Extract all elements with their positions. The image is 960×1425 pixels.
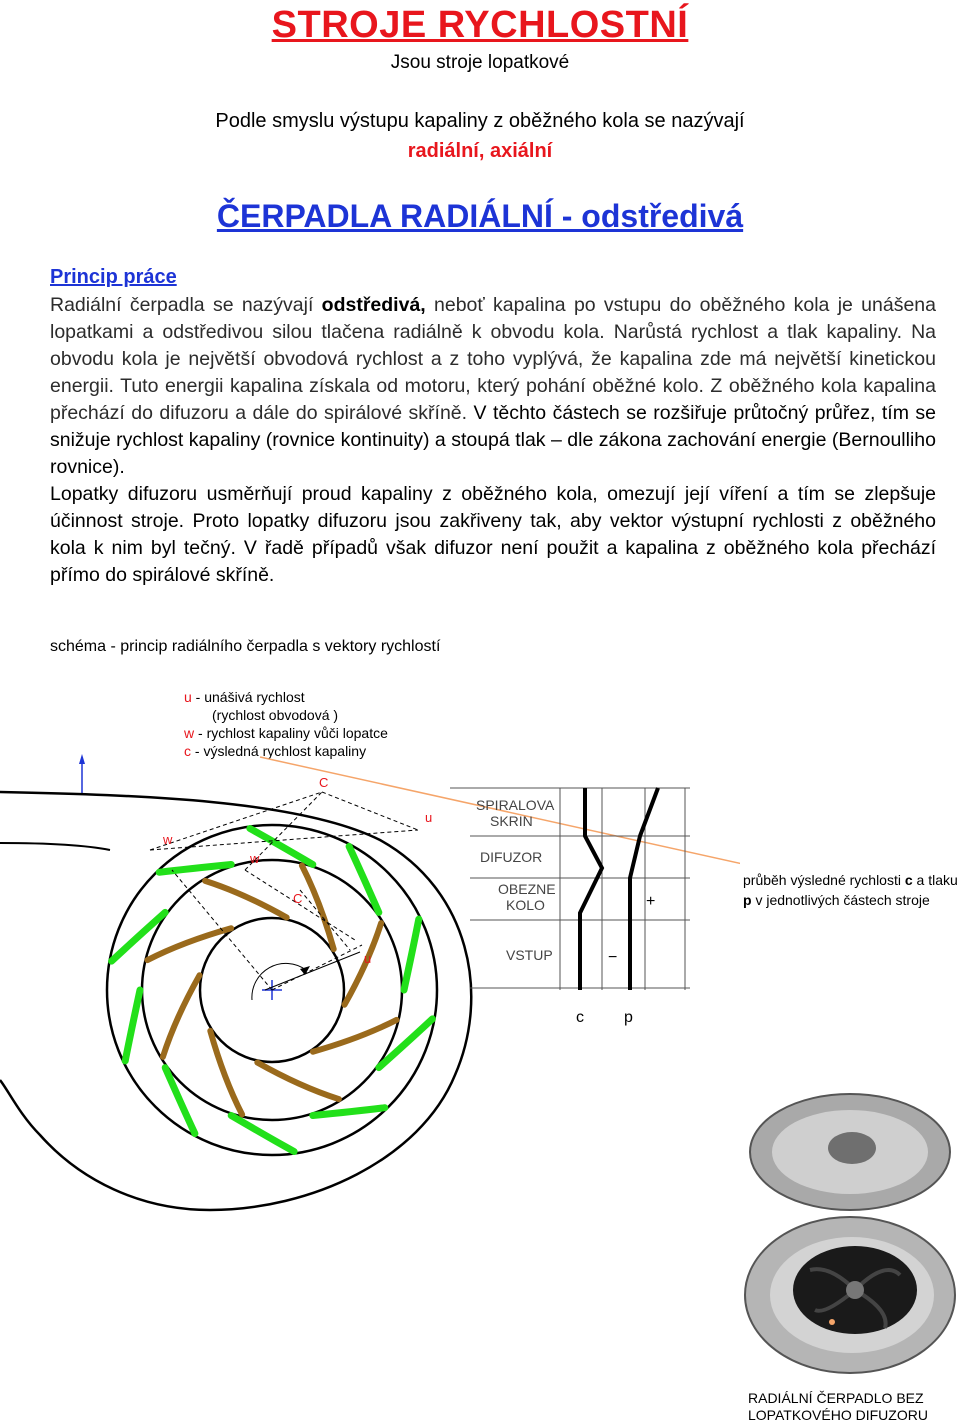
label-u-mid: u: [364, 951, 372, 966]
paragraph-1-bold: odstředivá,: [321, 294, 426, 316]
schema-caption: schéma - princip radiálního čerpadla s vektory rychlostí: [50, 638, 441, 655]
pointer-dot: [829, 1319, 835, 1325]
progress-caption: [743, 870, 958, 910]
photo-caption-line-2: LOPATKOVÉHO DIFUZORU: [748, 1407, 928, 1423]
diffuser-blade: [165, 1068, 195, 1134]
progress-caption-text-b: a tlaku: [912, 872, 958, 888]
page-title: STROJE RYCHLOSTNÍ: [271, 4, 689, 46]
impeller-blade: [313, 1020, 397, 1052]
photo-caption: [748, 1390, 928, 1424]
diffuser-blade: [125, 990, 140, 1061]
legend-u-text2: (rychlost obvodová ): [212, 707, 339, 723]
impeller-blade: [345, 923, 382, 1005]
machine-types: radiální, axiální: [407, 140, 553, 162]
label-c-top: C: [319, 775, 329, 790]
impeller-blade: [205, 881, 287, 918]
rotation-arrow: [252, 963, 306, 1000]
paragraph-1-start: Radiální čerpadla se nazývají: [50, 294, 322, 316]
label-spiral-2: SKRIN: [490, 813, 533, 829]
progress-caption-text-a: průběh výsledné rychlosti: [743, 872, 905, 888]
label-vstup: VSTUP: [506, 947, 553, 963]
diagram-grid: [450, 788, 690, 990]
diffuser-blade: [404, 919, 419, 990]
impeller-blade: [210, 1031, 242, 1115]
impeller-hub: [846, 1281, 864, 1299]
progress-caption-p: p: [743, 892, 752, 908]
pump-cover-hole: [828, 1132, 876, 1164]
radius-line: [265, 952, 360, 990]
diffuser-blade: [349, 846, 379, 912]
label-c-mid: C: [293, 891, 303, 906]
label-difuzor: DIFUZOR: [480, 849, 543, 865]
paragraph-1-middle: neboť kapalina po vstupu do oběžného kola je unášena lopatkami a odstředivou silou tlačena radiálně k obvodu kola. Narůstá rychlost a tlak kapaliny. Na obvodu kola je největší obvodová rychlost a z toho vyplývá, že kapalina zde má největší kinetickou energii. Tuto energii kapalina získala od motoru, který pohání oběžné kolo. Z oběžného kola kapalina přechází do difuzoru a dále do spirálové skříně.: [50, 294, 936, 424]
legend-c-symbol: c: [184, 743, 191, 759]
impeller-blade: [257, 1063, 339, 1100]
label-w-mid: w: [250, 851, 260, 866]
impeller-blade: [148, 928, 232, 960]
axis-arrowhead: [79, 754, 85, 764]
casing-inlet-edge: [0, 843, 110, 850]
paragraph-2: Lopatky difuzoru usměrňují proud kapaliny z oběžného kola, omezují její víření a tím se zlepšuje účinnost stroje. Proto lopatky difuzoru jsou zakřiveny tak, aby vektor výstupní rychlosti z oběžného kola k nim byl tečný. V řadě případů však difuzor není použit a kapalina z oběžného kola přechází přímo do spirálové skříně.: [50, 483, 936, 586]
photo-caption-line-1: RADIÁLNÍ ČERPADLO BEZ: [748, 1390, 924, 1406]
impeller-blade: [163, 975, 200, 1057]
velocity-vectors: [150, 792, 418, 990]
legend-w-text: - rychlost kapaliny vůči lopatce: [194, 725, 388, 741]
principle-heading: Princip práce: [50, 266, 177, 288]
label-plus: +: [646, 893, 656, 910]
intro-text: Podle smyslu výstupu kapaliny z oběžného kola se nazývají: [215, 110, 745, 132]
progress-caption-text-d: v jednotlivých částech stroje: [751, 892, 930, 908]
label-spiral-1: SPIRALOVA: [476, 797, 555, 813]
page-subtitle: Jsou stroje lopatkové: [390, 52, 570, 73]
label-c-axis: c: [576, 1009, 584, 1026]
label-kolo-1: OBEZNE: [498, 881, 556, 897]
paragraph-1-end: V těchto částech se rozšiřuje průtočný průřez, tím se snižuje rychlost kapaliny (rovnice kontinuity) a stoupá tlak – dle zákona zachování energie (Bernoulliho rovnice).: [50, 402, 936, 478]
label-minus: −: [608, 949, 618, 966]
pressure-curve: [630, 788, 658, 990]
label-w-left: w: [163, 832, 173, 847]
label-p-axis: p: [624, 1009, 633, 1026]
label-kolo-2: KOLO: [506, 897, 545, 913]
legend-u-text: - unášivá rychlost: [191, 689, 305, 705]
velocity-pressure-diagram: [440, 778, 700, 1038]
pump-photo: [720, 1090, 960, 1390]
label-u-top: u: [425, 810, 433, 825]
legend-c-text: - výsledná rychlost kapaliny: [191, 743, 367, 759]
legend-w-symbol: w: [184, 725, 195, 741]
velocity-curve: [580, 788, 602, 990]
section-title: ČERPADLA RADIÁLNÍ - odstředivá: [216, 198, 744, 234]
body-text: [50, 292, 936, 589]
legend-u-symbol: u: [184, 689, 192, 705]
impeller-blade: [302, 866, 334, 950]
progress-caption-c: c: [904, 872, 913, 888]
